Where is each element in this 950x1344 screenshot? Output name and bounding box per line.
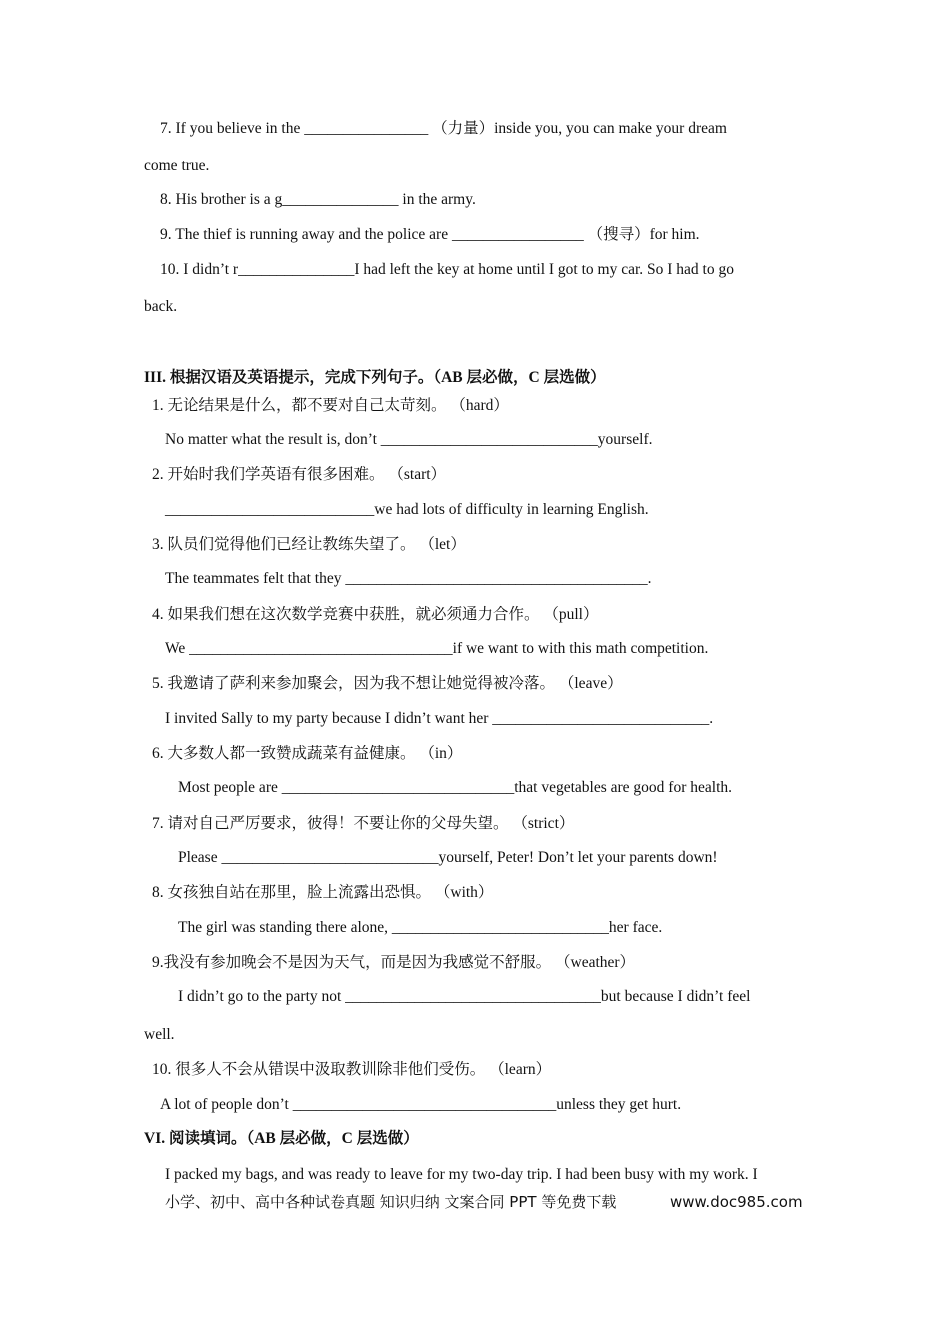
section-3-heading: III. 根据汉语及英语提示，完成下列句子。（AB 层必做，C 层选做）	[144, 369, 606, 386]
item-3-answer: The teammates felt that they _______________________________________.	[165, 570, 652, 587]
fill-blank-10: 10. I didn’t r_______________I had left the key at home until I got to my car. So I had to go	[160, 261, 734, 278]
item-2-answer: ___________________________we had lots of difficulty in learning English.	[165, 501, 649, 518]
item-7-prompt: 7. 请对自己严厉要求，彼得！不要让你的父母失望。 （strict）	[152, 815, 575, 832]
item-7-answer: Please ____________________________yourself, Peter! Don’t let your parents down!	[178, 849, 718, 866]
item-4-answer: We __________________________________if we want to with this math competition.	[165, 640, 709, 657]
item-2-prompt: 2. 开始时我们学英语有很多困难。 （start）	[152, 466, 447, 483]
item-3-prompt: 3. 队员们觉得他们已经让教练失望了。 （let）	[152, 536, 466, 553]
fill-blank-8: 8. His brother is a g_______________ in the army.	[160, 191, 476, 208]
item-1-answer: No matter what the result is, don’t ____________________________yourself.	[165, 431, 653, 448]
item-8-answer: The girl was standing there alone, ____________________________her face.	[178, 919, 663, 936]
item-4-prompt: 4. 如果我们想在这次数学竞赛中获胜，就必须通力合作。 （pull）	[152, 606, 599, 623]
section-6-heading: VI. 阅读填词。（AB 层必做，C 层选做）	[144, 1130, 419, 1147]
fill-blank-7-cont: come true.	[144, 157, 210, 174]
item-5-answer: I invited Sally to my party because I didn’t want her ____________________________.	[165, 710, 714, 727]
footer-url[interactable]: www.doc985.com	[670, 1193, 803, 1211]
item-6-answer: Most people are ______________________________that vegetables are good for health.	[178, 779, 733, 796]
item-8-prompt: 8. 女孩独自站在那里，脸上流露出恐惧。 （with）	[152, 884, 494, 901]
item-10-prompt: 10. 很多人不会从错误中汲取教训除非他们受伤。 （learn）	[152, 1061, 552, 1078]
section-6-passage: I packed my bags, and was ready to leave for my two-day trip. I had been busy with my work. I	[165, 1166, 758, 1183]
fill-blank-10-cont: back.	[144, 298, 178, 315]
footer-text: 小学、初中、高中各种试卷真题 知识归纳 文案合同 PPT 等免费下载	[165, 1193, 617, 1211]
item-9-answer: I didn’t go to the party not _________________________________but because I didn’t feel	[178, 988, 751, 1005]
fill-blank-9: 9. The thief is running away and the police are _________________ （搜寻）for him.	[160, 226, 700, 243]
item-9-answer-cont: well.	[144, 1026, 175, 1043]
item-5-prompt: 5. 我邀请了萨利来参加聚会，因为我不想让她觉得被冷落。 （leave）	[152, 675, 623, 692]
item-1-prompt: 1. 无论结果是什么，都不要对自己太苛刻。 （hard）	[152, 397, 509, 414]
item-10-answer: A lot of people don’t __________________________________unless they get hurt.	[160, 1096, 682, 1113]
item-9-prompt: 9.我没有参加晚会不是因为天气，而是因为我感觉不舒服。 （weather）	[152, 954, 636, 971]
fill-blank-7: 7. If you believe in the ________________ （力量）inside you, you can make your dream	[160, 120, 727, 137]
item-6-prompt: 6. 大多数人都一致赞成蔬菜有益健康。 （in）	[152, 745, 463, 762]
